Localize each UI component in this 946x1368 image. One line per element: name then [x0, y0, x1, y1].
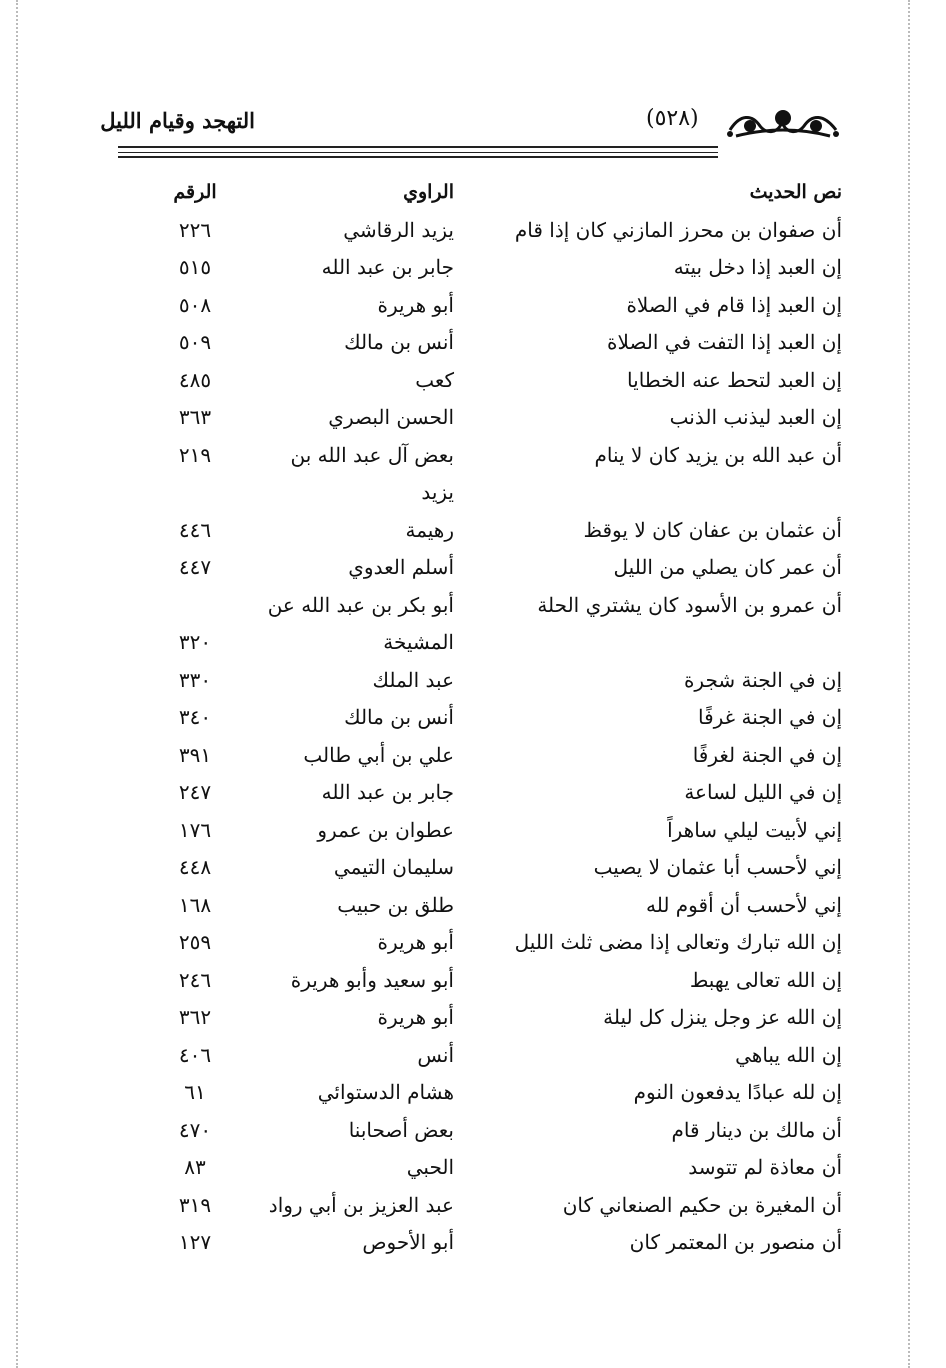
- narrator-cell: بعض أصحابنا: [348, 1117, 454, 1142]
- table-row: [120, 624, 842, 662]
- hadith-text-cell: إن العبد إذا قام في الصلاة: [626, 292, 842, 317]
- hadith-text-cell: أن المغيرة بن حكيم الصنعاني كان: [562, 1192, 842, 1217]
- hadith-text-cell: أن عثمان بن عفان كان لا يوقظ: [583, 517, 842, 542]
- reference-number-cell: ٣٣٠: [178, 667, 212, 692]
- reference-number-cell: ٦١: [184, 1080, 206, 1104]
- hadith-text-cell: أن صفوان بن محرز المازني كان إذا قام: [514, 217, 842, 242]
- page-header: [100, 104, 840, 142]
- hadith-index-table: [120, 174, 842, 1262]
- hadith-text-cell: أن منصور بن المعتمر كان: [629, 1230, 842, 1254]
- hadith-text-cell: إني لأحسب أن أقوم لله: [646, 892, 842, 917]
- book-title: التهجد وقيام الليل: [100, 108, 255, 133]
- hadith-text-cell: إن الله يباهي: [735, 1042, 842, 1067]
- hadith-text-cell: أن مالك بن دينار قام: [671, 1117, 842, 1142]
- narrator-cell: عبد العزيز بن أبي رواد: [268, 1192, 454, 1217]
- narrator-cell: أنس بن مالك: [344, 330, 454, 354]
- reference-number-cell: ٥٠٨: [178, 292, 212, 317]
- reference-number-cell: ١٧٦: [178, 817, 212, 842]
- table-row: [120, 887, 842, 925]
- narrator-cell: رهيمة: [405, 517, 454, 542]
- table-row: [120, 662, 842, 700]
- reference-number-cell: ٢٤٦: [178, 967, 212, 992]
- reference-number-cell: ٤٧٠: [178, 1117, 212, 1142]
- reference-number-cell: ١٢٧: [178, 1230, 212, 1254]
- reference-number-cell: ٣٦٣: [178, 405, 212, 429]
- table-row: [120, 1187, 842, 1225]
- hadith-text-cell: إن العبد لتحط عنه الخطايا: [627, 367, 842, 392]
- scan-dotted-edge: [908, 0, 910, 1368]
- narrator-cell: سليمان التيمي: [333, 855, 454, 879]
- reference-number-cell: ٤٤٦: [178, 517, 212, 542]
- narrator-cell: عطوان بن عمرو: [317, 817, 454, 842]
- hadith-text-cell: إن في الجنة غرفًا: [697, 705, 842, 729]
- reference-number-cell: ٣٤٠: [178, 705, 212, 729]
- hadith-text-cell: أن عمر كان يصلي من الليل: [613, 555, 842, 579]
- table-row: [120, 962, 842, 1000]
- reference-number-cell: ٥١٥: [178, 255, 212, 279]
- hadith-text-cell: إن العبد إذا التفت في الصلاة: [607, 330, 842, 354]
- narrator-cell: أبو هريرة: [377, 292, 454, 317]
- table-row: [120, 1037, 842, 1075]
- reference-number-cell: ٥٠٩: [178, 330, 212, 354]
- reference-number-cell: ٤٠٦: [178, 1042, 212, 1067]
- table-row: [120, 324, 842, 362]
- table-row: [120, 287, 842, 325]
- narrator-cell: كعب: [415, 367, 454, 392]
- page-number: (٥٢٨): [646, 106, 699, 131]
- hadith-text-cell: أن عمرو بن الأسود كان يشتري الحلة: [537, 592, 842, 617]
- column-header-number: الرقم: [173, 181, 217, 203]
- table-row: [120, 549, 842, 587]
- hadith-text-cell: إن العبد إذا دخل بيته: [673, 255, 842, 279]
- narrator-cell: عبد الملك: [372, 667, 454, 692]
- hadith-text-cell: إن الله تبارك وتعالى إذا مضى ثلث الليل: [514, 930, 842, 954]
- table-row: [120, 1224, 842, 1262]
- table-row: [120, 999, 842, 1037]
- reference-number-cell: ٤٤٨: [178, 855, 212, 879]
- reference-number-cell: ٢٢٦: [178, 217, 212, 242]
- table-row: [120, 512, 842, 550]
- narrator-cell: بعض آل عبد الله بن: [290, 442, 454, 467]
- reference-number-cell: ٢٥٩: [178, 930, 212, 954]
- table-row: [120, 474, 842, 512]
- table-row: [120, 812, 842, 850]
- reference-number-cell: ٢١٩: [178, 442, 212, 467]
- column-header-text: نص الحديث: [749, 181, 842, 203]
- reference-number-cell: ٨٣: [184, 1155, 206, 1179]
- header-rule: [118, 146, 718, 148]
- table-row: [120, 1149, 842, 1187]
- narrator-cell: طلق بن حبيب: [337, 892, 454, 917]
- scan-dotted-edge: [16, 0, 18, 1368]
- column-header-narrator: الراوي: [403, 181, 454, 203]
- reference-number-cell: ١٦٨: [178, 892, 212, 917]
- reference-number-cell: ٤٤٧: [178, 555, 212, 579]
- hadith-text-cell: أن عبد الله بن يزيد كان لا ينام: [594, 442, 842, 467]
- table-row: [120, 437, 842, 475]
- reference-number-cell: ٣٦٢: [178, 1005, 212, 1029]
- table-row: [120, 249, 842, 287]
- hadith-text-cell: إن في الجنة لغرفًا: [692, 742, 842, 767]
- hadith-text-cell: أن معاذة لم تتوسد: [688, 1155, 842, 1179]
- reference-number-cell: ٣٩١: [178, 742, 212, 767]
- narrator-cell: هشام الدستوائي: [317, 1080, 454, 1104]
- hadith-text-cell: إن العبد ليذنب الذنب: [669, 405, 842, 429]
- narrator-cell: أبو سعيد وأبو هريرة: [290, 967, 454, 992]
- narrator-cell: أنس: [417, 1042, 454, 1067]
- table-body: [120, 212, 842, 1262]
- narrator-cell: أسلم العدوي: [348, 555, 454, 579]
- narrator-cell: جابر بن عبد الله: [321, 780, 454, 804]
- table-row: [120, 587, 842, 625]
- reference-number-cell: ٣١٩: [178, 1192, 212, 1217]
- table-row: [120, 1074, 842, 1112]
- hadith-text-cell: إني لأحسب أبا عثمان لا يصيب: [593, 855, 842, 879]
- narrator-cell: أبو الأحوص: [362, 1230, 454, 1254]
- narrator-cell: أبو هريرة: [377, 1005, 454, 1029]
- table-row: [120, 212, 842, 250]
- table-header-row: [120, 174, 842, 212]
- narrator-cell: يزيد الرقاشي: [343, 217, 454, 242]
- hadith-text-cell: إني لأبيت ليلي ساهراً: [667, 817, 842, 842]
- narrator-cell: جابر بن عبد الله: [321, 255, 454, 279]
- table-row: [120, 699, 842, 737]
- narrator-cell: يزيد: [421, 480, 454, 504]
- table-row: [120, 399, 842, 437]
- table-row: [120, 849, 842, 887]
- reference-number-cell: ٢٤٧: [178, 780, 212, 804]
- narrator-cell: أنس بن مالك: [344, 705, 454, 729]
- ornament-icon: [726, 100, 840, 144]
- hadith-text-cell: إن لله عبادًا يدفعون النوم: [633, 1080, 842, 1104]
- narrator-cell: الحبي: [406, 1155, 454, 1179]
- table-row: [120, 737, 842, 775]
- table-row: [120, 924, 842, 962]
- narrator-cell: أبو هريرة: [377, 930, 454, 954]
- narrator-cell: علي بن أبي طالب: [303, 742, 454, 767]
- narrator-cell: الحسن البصري: [328, 405, 454, 429]
- hadith-text-cell: إن في الجنة شجرة: [683, 667, 842, 692]
- hadith-text-cell: إن الله تعالى يهبط: [689, 967, 842, 992]
- table-row: [120, 362, 842, 400]
- header-rule: [118, 152, 718, 153]
- table-row: [120, 1112, 842, 1150]
- hadith-text-cell: إن في الليل لساعة: [684, 780, 842, 804]
- narrator-cell: أبو بكر بن عبد الله عن: [267, 592, 454, 617]
- hadith-text-cell: إن الله عز وجل ينزل كل ليلة: [603, 1005, 842, 1029]
- reference-number-cell: ٤٨٥: [178, 367, 212, 392]
- table-row: [120, 774, 842, 812]
- header-rule: [118, 156, 718, 158]
- reference-number-cell: ٣٢٠: [178, 630, 212, 654]
- narrator-cell: المشيخة: [383, 630, 454, 654]
